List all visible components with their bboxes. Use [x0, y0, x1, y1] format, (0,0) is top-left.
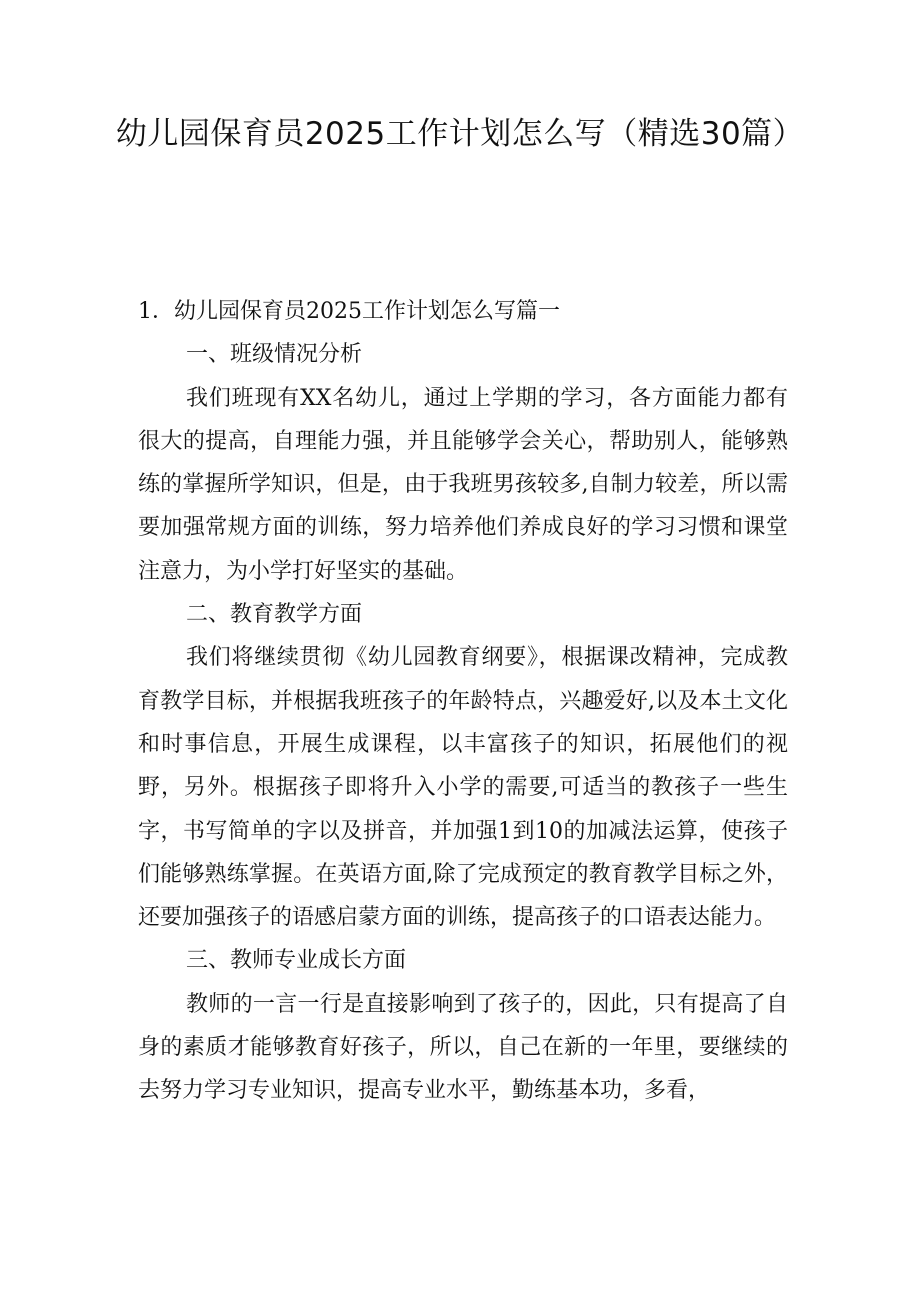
section-heading-class-analysis: 一、班级情况分析 — [186, 342, 363, 368]
section-heading-teacher-growth: 三、教师专业成长方面 — [186, 948, 407, 974]
document-title: 幼儿园保育员2025工作计划怎么写（精选30篇） — [115, 116, 805, 152]
paragraph-teacher-growth: 教师的一言一行是直接影响到了孩子的，因此，只有提高了自身的素质才能够教育好孩子，所以，自己在新的一年里，要继续的去努力学习专业知识，提高专业水平，勤练基本功，多看， — [138, 991, 788, 1104]
section-heading-teaching: 二、教育教学方面 — [186, 602, 363, 628]
paragraph-class-analysis: 我们班现有XX名幼儿，通过上学期的学习，各方面能力都有很大的提高，自理能力强，并且能够学会关心，帮助别人，能够熟练的掌握所学知识，但是，由于我班男孩较多,自制力较差，所以需要加强常规方面的训练，努力培养他们养成良好的学习习惯和课堂注意力，为小学打好坚实的基础。 — [138, 385, 788, 584]
document-body — [138, 290, 788, 1113]
article-heading: 1．幼儿园保育员2025工作计划怎么写篇一 — [138, 299, 560, 324]
paragraph-teaching: 我们将继续贯彻《幼儿园教育纲要》，根据课改精神，完成教育教学目标，并根据我班孩子的年龄特点，兴趣爱好,以及本土文化和时事信息，开展生成课程，以丰富孩子的知识，拓展他们的视野，另外。根据孩子即将升入小学的需要,可适当的教孩子一些生字，书写简单的字以及拼音，并加强1到10的加减法运算，使孩子们能够熟练掌握。在英语方面,除了完成预定的教育教学目标之外，还要加强孩子的语感启蒙方面的训练，提高孩子的口语表达能力。 — [138, 645, 788, 931]
